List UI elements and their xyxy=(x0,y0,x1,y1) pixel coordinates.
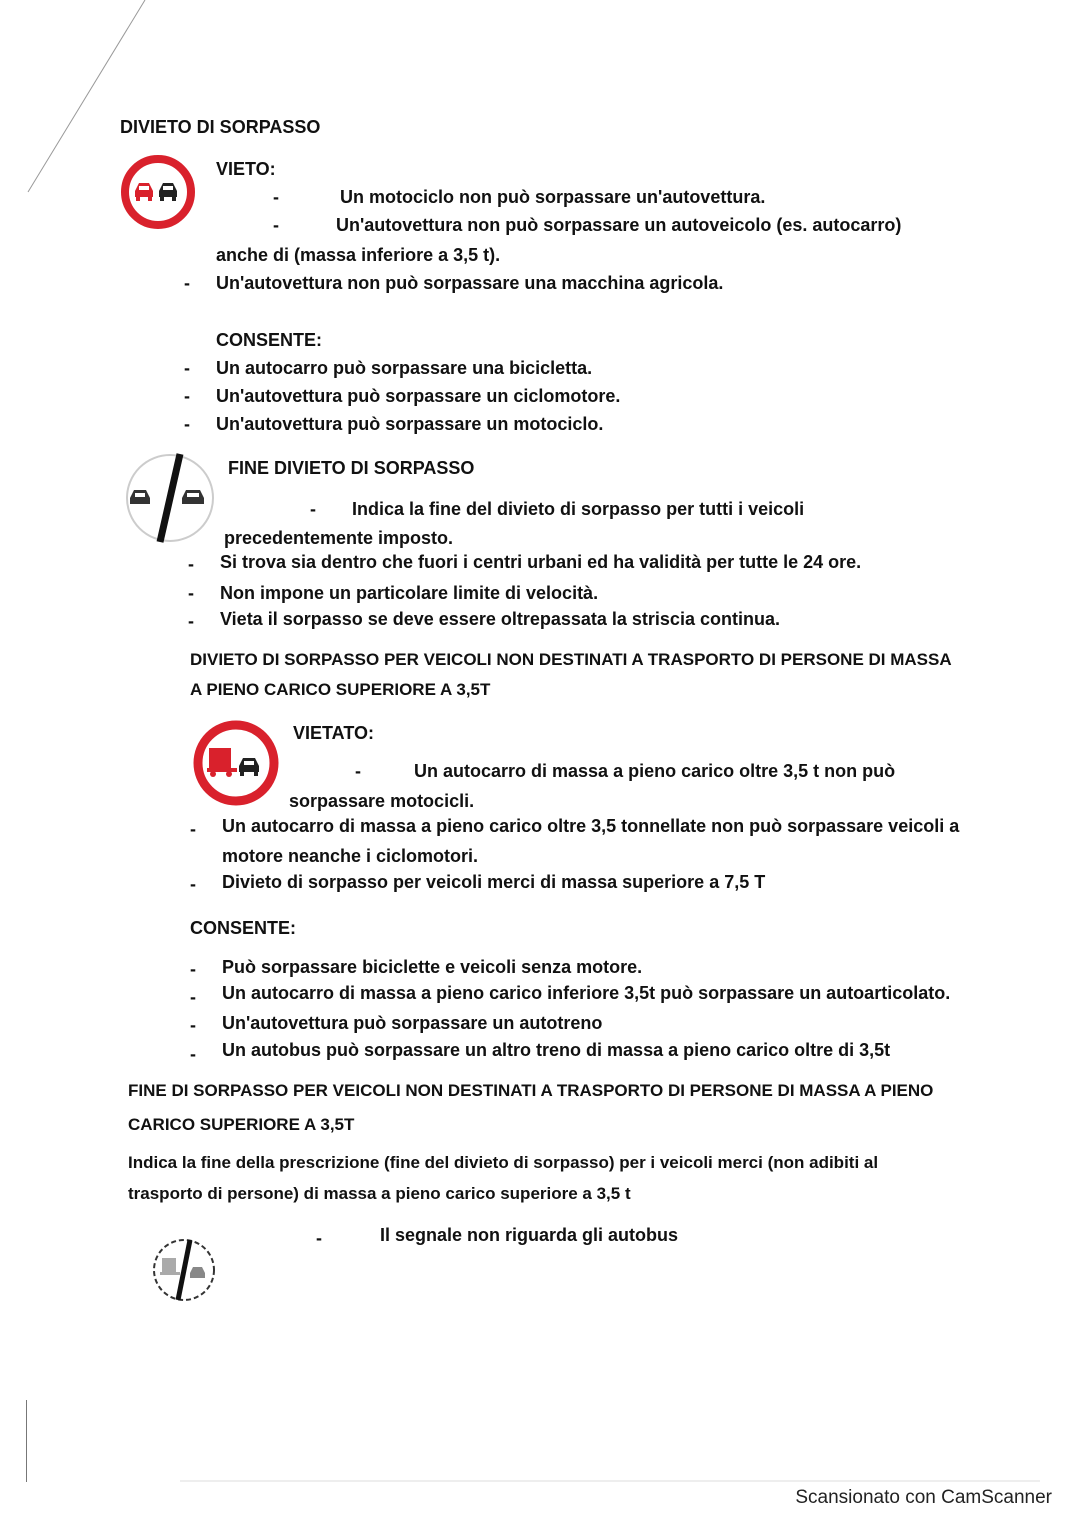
end-no-overtaking-sign-icon xyxy=(124,452,216,544)
list-item-continuation: sorpassare motocicli. xyxy=(289,791,475,811)
bullet-dash: - xyxy=(184,273,190,293)
bullet-dash: - xyxy=(310,499,316,519)
section-title-divieto-veicoli-merci: DIVIETO DI SORPASSO PER VEICOLI NON DESTINATI A TRASPORTO DI PERSONE DI MASSA xyxy=(190,650,952,669)
vietato-label: VIETATO: xyxy=(293,723,374,743)
bullet-dash: - xyxy=(273,187,279,207)
bullet-dash: - xyxy=(190,959,196,979)
list-item: Un autobus può sorpassare un altro treno di massa a pieno carico oltre di 3,5t xyxy=(222,1040,891,1060)
list-item: Non impone un particolare limite di velocità. xyxy=(220,583,599,603)
list-item: Un'autovettura può sorpassare un autotreno xyxy=(222,1013,603,1033)
list-item-continuation: motore neanche i ciclomotori. xyxy=(222,846,479,866)
description-line: Indica la fine della prescrizione (fine del divieto di sorpasso) per i veicoli merci (non adibiti al xyxy=(128,1153,879,1172)
bullet-dash: - xyxy=(184,386,190,406)
vieto-label: VIETO: xyxy=(216,159,276,179)
no-overtaking-trucks-sign-icon xyxy=(193,720,279,806)
bullet-dash: - xyxy=(184,358,190,378)
list-item: Un'autovettura non può sorpassare una macchina agricola. xyxy=(216,273,724,293)
bullet-dash: - xyxy=(190,1044,196,1064)
list-item: Il segnale non riguarda gli autobus xyxy=(380,1225,679,1245)
list-item: Può sorpassare biciclette e veicoli senza motore. xyxy=(222,957,643,977)
list-item: Indica la fine del divieto di sorpasso per tutti i veicoli xyxy=(352,499,805,519)
list-item: Un autocarro di massa a pieno carico oltre 3,5 tonnellate non può sorpassare veicoli a xyxy=(222,816,960,836)
section-title-fine-divieto: FINE DIVIETO DI SORPASSO xyxy=(228,458,475,478)
bullet-dash: - xyxy=(188,611,194,631)
list-item: Un autocarro di massa a pieno carico inferiore 3,5t può sorpassare un autoarticolato. xyxy=(222,983,951,1003)
list-item: Un'autovettura non può sorpassare un autoveicolo (es. autocarro) xyxy=(336,215,902,235)
description-line: trasporto di persone) di massa a pieno carico superiore a 3,5 t xyxy=(128,1184,631,1203)
bullet-dash: - xyxy=(190,874,196,894)
section-title-divieto-sorpasso: DIVIETO DI SORPASSO xyxy=(120,117,321,137)
section-title-divieto-veicoli-merci-line2: A PIENO CARICO SUPERIORE A 3,5T xyxy=(190,680,491,699)
bullet-dash: - xyxy=(273,215,279,235)
consente-label: CONSENTE: xyxy=(190,918,297,938)
consente-label: CONSENTE: xyxy=(216,330,323,350)
list-item-continuation: anche di (massa inferiore a 3,5 t). xyxy=(216,245,501,265)
list-item: Divieto di sorpasso per veicoli merci di massa superiore a 7,5 T xyxy=(222,872,766,892)
section-title-fine-sorpasso-veicoli-merci-line2: CARICO SUPERIORE A 3,5T xyxy=(128,1115,355,1134)
list-item: Un'autovettura può sorpassare un motociclo. xyxy=(216,414,604,434)
bullet-dash: - xyxy=(188,554,194,574)
list-item: Si trova sia dentro che fuori i centri urbani ed ha validità per tutte le 24 ore. xyxy=(220,552,862,572)
bullet-dash: - xyxy=(190,1015,196,1035)
section-title-fine-sorpasso-veicoli-merci: FINE DI SORPASSO PER VEICOLI NON DESTINATI A TRASPORTO DI PERSONE DI MASSA A PIENO xyxy=(128,1081,934,1100)
bullet-dash: - xyxy=(316,1228,322,1248)
list-item: Un motociclo non può sorpassare un'autovettura. xyxy=(340,187,766,207)
list-item: Un autocarro di massa a pieno carico oltre 3,5 t non può xyxy=(414,761,896,781)
list-item-continuation: precedentemente imposto. xyxy=(224,528,454,548)
bullet-dash: - xyxy=(190,819,196,839)
camscanner-watermark: Scansionato con CamScanner xyxy=(795,1487,1052,1508)
scan-edge-line-bottom xyxy=(26,1400,27,1482)
end-no-overtaking-trucks-sign-icon xyxy=(150,1236,218,1304)
bullet-dash: - xyxy=(190,987,196,1007)
no-overtaking-sign-icon xyxy=(121,155,195,229)
list-item: Un autocarro può sorpassare una bicicletta. xyxy=(216,358,593,378)
scan-shadow xyxy=(180,1480,1040,1482)
bullet-dash: - xyxy=(188,583,194,603)
bullet-dash: - xyxy=(355,761,361,781)
bullet-dash: - xyxy=(184,414,190,434)
list-item: Vieta il sorpasso se deve essere oltrepassata la striscia continua. xyxy=(220,609,780,629)
list-item: Un'autovettura può sorpassare un ciclomotore. xyxy=(216,386,621,406)
